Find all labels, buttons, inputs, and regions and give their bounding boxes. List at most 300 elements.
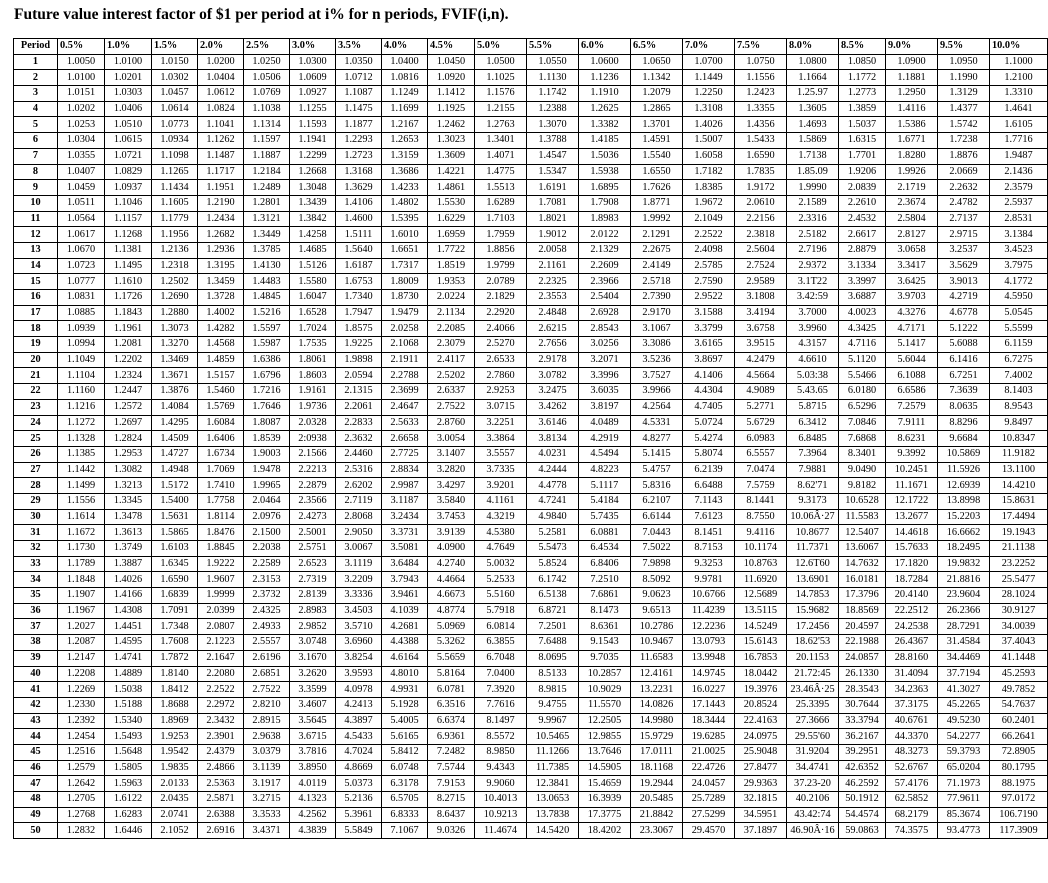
period-cell: 39 bbox=[14, 650, 58, 666]
factor-cell: 1.1925 bbox=[428, 101, 475, 117]
factor-cell: 13.5115 bbox=[735, 603, 787, 619]
factor-cell: 1.0100 bbox=[58, 70, 105, 86]
factor-cell: 1.3671 bbox=[152, 368, 198, 384]
factor-cell: 1.9487 bbox=[990, 148, 1048, 164]
table-row bbox=[14, 290, 1048, 306]
factor-cell: 1.1967 bbox=[58, 603, 105, 619]
factor-cell: 1.6122 bbox=[105, 792, 152, 808]
factor-cell: 1.2167 bbox=[382, 117, 428, 133]
factor-cell: 1.4233 bbox=[382, 180, 428, 196]
factor-cell: 2.9715 bbox=[938, 227, 990, 243]
factor-cell: 4.3897 bbox=[336, 713, 382, 729]
factor-cell: 8.7153 bbox=[683, 541, 735, 557]
factor-cell: 1.2136 bbox=[152, 242, 198, 258]
factor-cell: 4.2562 bbox=[290, 807, 336, 823]
table-row bbox=[14, 603, 1048, 619]
rate-header: 6.0% bbox=[579, 39, 631, 55]
factor-cell: 1.0721 bbox=[105, 148, 152, 164]
factor-cell: 1.7646 bbox=[244, 399, 290, 415]
factor-cell: 3.7335 bbox=[475, 462, 527, 478]
factor-cell: 4.0119 bbox=[290, 776, 336, 792]
factor-cell: 1.0831 bbox=[58, 290, 105, 306]
factor-cell: 13.8998 bbox=[938, 493, 990, 509]
factor-cell: 21.0025 bbox=[683, 744, 735, 760]
factor-cell: 21.8816 bbox=[938, 572, 990, 588]
factor-cell: 2.2879 bbox=[290, 478, 336, 494]
factor-cell: 2.2632 bbox=[938, 180, 990, 196]
factor-cell: 24.2538 bbox=[886, 619, 938, 635]
factor-cell: 1.3073 bbox=[152, 321, 198, 337]
factor-cell: 1.9542 bbox=[152, 744, 198, 760]
factor-cell: 9.9781 bbox=[683, 572, 735, 588]
factor-cell: 2.0258 bbox=[382, 321, 428, 337]
period-cell: 36 bbox=[14, 603, 58, 619]
factor-cell: 6.8333 bbox=[382, 807, 428, 823]
factor-cell: 1.6796 bbox=[244, 368, 290, 384]
factor-cell: 4.8277 bbox=[631, 431, 683, 447]
factor-cell: 1.1272 bbox=[58, 415, 105, 431]
factor-cell: 37.1897 bbox=[735, 823, 787, 839]
factor-cell: 2.1223 bbox=[198, 635, 244, 651]
factor-cell: 1.8280 bbox=[886, 148, 938, 164]
factor-cell: 1.2318 bbox=[152, 258, 198, 274]
factor-cell: 1.1449 bbox=[683, 70, 735, 86]
table-row bbox=[14, 431, 1048, 447]
period-cell: 15 bbox=[14, 274, 58, 290]
period-cell: 13 bbox=[14, 242, 58, 258]
factor-cell: 1.1160 bbox=[58, 384, 105, 400]
factor-cell: 20.4597 bbox=[839, 619, 886, 635]
factor-cell: 1.1157 bbox=[105, 211, 152, 227]
factor-cell: 4.6610 bbox=[787, 352, 839, 368]
table-row bbox=[14, 807, 1048, 823]
table-row bbox=[14, 211, 1048, 227]
factor-cell: 5.5659 bbox=[428, 650, 475, 666]
factor-cell: 4.7405 bbox=[683, 399, 735, 415]
factor-cell: 1.5769 bbox=[198, 399, 244, 415]
factor-cell: 6.5557 bbox=[735, 446, 787, 462]
factor-cell: 1.0615 bbox=[105, 133, 152, 149]
factor-cell: 14.4618 bbox=[886, 525, 938, 541]
factor-cell: 1.1328 bbox=[58, 431, 105, 447]
factor-cell: 1.5347 bbox=[527, 164, 579, 180]
factor-cell: 36.2167 bbox=[839, 729, 886, 745]
factor-cell: 2.4866 bbox=[198, 760, 244, 776]
factor-cell: 14.5249 bbox=[735, 619, 787, 635]
factor-cell: 1.9172 bbox=[735, 180, 787, 196]
factor-cell: 1.1726 bbox=[105, 290, 152, 306]
factor-cell: 5.8074 bbox=[683, 446, 735, 462]
factor-cell: 1.2880 bbox=[152, 305, 198, 321]
table-row bbox=[14, 54, 1048, 70]
factor-cell: 6.3855 bbox=[475, 635, 527, 651]
factor-cell: 8.5572 bbox=[475, 729, 527, 745]
factor-cell: 1.4084 bbox=[152, 399, 198, 415]
factor-cell: 1.5007 bbox=[683, 133, 735, 149]
factor-cell: 1.5126 bbox=[290, 258, 336, 274]
factor-cell: 16.3939 bbox=[579, 792, 631, 808]
factor-cell: 3.6165 bbox=[683, 337, 735, 353]
factor-cell: 2.0435 bbox=[152, 792, 198, 808]
factor-cell: 5.8524 bbox=[527, 556, 579, 572]
factor-cell: 1.5172 bbox=[152, 478, 198, 494]
factor-cell: 4.6673 bbox=[428, 588, 475, 604]
factor-cell: 1.1881 bbox=[886, 70, 938, 86]
factor-cell: 2.1291 bbox=[631, 227, 683, 243]
factor-cell: 2.5316 bbox=[336, 462, 382, 478]
factor-cell: 11.1266 bbox=[527, 744, 579, 760]
factor-cell: 1.2423 bbox=[735, 86, 787, 102]
factor-cell: 2.8127 bbox=[886, 227, 938, 243]
factor-cell: 9.8182 bbox=[839, 478, 886, 494]
factor-cell: 1.7069 bbox=[198, 462, 244, 478]
factor-cell: 1.5631 bbox=[152, 509, 198, 525]
factor-cell: 1.4741 bbox=[105, 650, 152, 666]
factor-cell: 1.0800 bbox=[787, 54, 839, 70]
factor-cell: 8.1497 bbox=[475, 713, 527, 729]
factor-cell: 1.6105 bbox=[990, 117, 1048, 133]
factor-cell: 1.4185 bbox=[579, 133, 631, 149]
factor-cell: 15.7633 bbox=[886, 541, 938, 557]
factor-cell: 2.9987 bbox=[382, 478, 428, 494]
factor-cell: 15.4659 bbox=[579, 776, 631, 792]
factor-cell: 1.8845 bbox=[198, 541, 244, 557]
factor-cell: 7.2482 bbox=[428, 744, 475, 760]
factor-cell: 11.9182 bbox=[990, 446, 1048, 462]
factor-cell: 1.2668 bbox=[290, 164, 336, 180]
factor-cell: 1.0816 bbox=[382, 70, 428, 86]
table-row bbox=[14, 352, 1048, 368]
factor-cell: 1.0100 bbox=[105, 54, 152, 70]
factor-cell: 1.5395 bbox=[382, 211, 428, 227]
factor-cell: 3.6960 bbox=[336, 635, 382, 651]
factor-cell: 1.9799 bbox=[475, 258, 527, 274]
factor-cell: 1.1249 bbox=[382, 86, 428, 102]
factor-cell: 1.3686 bbox=[382, 164, 428, 180]
factor-cell: 1.6406 bbox=[198, 431, 244, 447]
table-row bbox=[14, 572, 1048, 588]
factor-cell: 2.3153 bbox=[244, 572, 290, 588]
factor-cell: 6.6374 bbox=[428, 713, 475, 729]
table-row bbox=[14, 399, 1048, 415]
factor-cell: 13.2677 bbox=[886, 509, 938, 525]
factor-cell: 5.4184 bbox=[579, 493, 631, 509]
factor-cell: 1.6446 bbox=[105, 823, 152, 839]
factor-cell: 8.6231 bbox=[886, 431, 938, 447]
factor-cell: 9.4343 bbox=[475, 760, 527, 776]
factor-cell: 1.2250 bbox=[683, 86, 735, 102]
factor-cell: 11.4239 bbox=[683, 603, 735, 619]
factor-cell: 3.7943 bbox=[382, 572, 428, 588]
factor-cell: 1.1046 bbox=[105, 195, 152, 211]
factor-cell: 11.7385 bbox=[527, 760, 579, 776]
factor-cell: 1.3195 bbox=[198, 258, 244, 274]
factor-cell: 2.7524 bbox=[735, 258, 787, 274]
factor-cell: 2.1911 bbox=[382, 352, 428, 368]
factor-cell: 4.3219 bbox=[475, 509, 527, 525]
factor-cell: 2.5270 bbox=[475, 337, 527, 353]
factor-cell: 6.0180 bbox=[839, 384, 886, 400]
period-cell: 30 bbox=[14, 509, 58, 525]
factor-cell: 1.6084 bbox=[198, 415, 244, 431]
factor-cell: 7.3920 bbox=[475, 682, 527, 698]
factor-cell: 31.4584 bbox=[938, 635, 990, 651]
period-cell: 10 bbox=[14, 195, 58, 211]
factor-cell: 1.2027 bbox=[58, 619, 105, 635]
factor-cell: 1.8603 bbox=[290, 368, 336, 384]
factor-cell: 3.9966 bbox=[631, 384, 683, 400]
factor-cell: 3.2071 bbox=[579, 352, 631, 368]
factor-cell: 1.6651 bbox=[382, 242, 428, 258]
factor-cell: 20.1153 bbox=[787, 650, 839, 666]
factor-cell: 2.2972 bbox=[198, 697, 244, 713]
factor-cell: 1.8876 bbox=[938, 148, 990, 164]
table-row bbox=[14, 195, 1048, 211]
factor-cell: 12.4161 bbox=[631, 666, 683, 682]
factor-cell: 1.1385 bbox=[58, 446, 105, 462]
factor-cell: 7.9881 bbox=[787, 462, 839, 478]
factor-cell: 2.2788 bbox=[382, 368, 428, 384]
factor-cell: 1.2434 bbox=[198, 211, 244, 227]
factor-cell: 2.0976 bbox=[244, 509, 290, 525]
factor-cell: 11.5583 bbox=[839, 509, 886, 525]
period-cell: 21 bbox=[14, 368, 58, 384]
factor-cell: 1.2388 bbox=[527, 101, 579, 117]
period-cell: 9 bbox=[14, 180, 58, 196]
factor-cell: 1.0355 bbox=[58, 148, 105, 164]
factor-cell: 1.6550 bbox=[631, 164, 683, 180]
factor-cell: 2.6851 bbox=[244, 666, 290, 682]
factor-cell: 1.0500 bbox=[475, 54, 527, 70]
factor-cell: 1.4026 bbox=[105, 572, 152, 588]
factor-cell: 6.9361 bbox=[428, 729, 475, 745]
factor-cell: 2.6533 bbox=[475, 352, 527, 368]
factor-cell: 1.5400 bbox=[152, 493, 198, 509]
factor-cell: 1.5805 bbox=[105, 760, 152, 776]
factor-cell: 1.3121 bbox=[244, 211, 290, 227]
factor-cell: 12.3841 bbox=[527, 776, 579, 792]
factor-cell: 25.5477 bbox=[990, 572, 1048, 588]
period-cell: 50 bbox=[14, 823, 58, 839]
factor-cell: 4.8669 bbox=[336, 760, 382, 776]
factor-cell: 1.1314 bbox=[244, 117, 290, 133]
factor-cell: 5.03:38 bbox=[787, 368, 839, 384]
factor-cell: 2.1500 bbox=[244, 525, 290, 541]
factor-cell: 1.1910 bbox=[579, 86, 631, 102]
factor-cell: 10.4013 bbox=[475, 792, 527, 808]
factor-cell: 37.23-20 bbox=[787, 776, 839, 792]
factor-cell: 2.8531 bbox=[990, 211, 1048, 227]
factor-cell: 3.5840 bbox=[428, 493, 475, 509]
factor-cell: 3.0054 bbox=[428, 431, 475, 447]
factor-cell: 2.5937 bbox=[990, 195, 1048, 211]
period-cell: 17 bbox=[14, 305, 58, 321]
factor-cell: 66.2641 bbox=[990, 729, 1048, 745]
period-cell: 46 bbox=[14, 760, 58, 776]
factor-cell: 1.7340 bbox=[336, 290, 382, 306]
factor-cell: 3.0256 bbox=[579, 337, 631, 353]
factor-cell: 1.9353 bbox=[428, 274, 475, 290]
factor-cell: 22.1988 bbox=[839, 635, 886, 651]
factor-cell: 93.4773 bbox=[938, 823, 990, 839]
factor-cell: 1.5580 bbox=[290, 274, 336, 290]
factor-cell: 5.43.65 bbox=[787, 384, 839, 400]
factor-cell: 2.3316 bbox=[787, 211, 839, 227]
factor-cell: 1.0700 bbox=[683, 54, 735, 70]
factor-cell: 3.5629 bbox=[938, 258, 990, 274]
factor-cell: 1.1255 bbox=[290, 101, 336, 117]
factor-cell: 1.7216 bbox=[244, 384, 290, 400]
factor-cell: 2.6196 bbox=[244, 650, 290, 666]
period-cell: 22 bbox=[14, 384, 58, 400]
period-cell: 19 bbox=[14, 337, 58, 353]
factor-cell: 7.6488 bbox=[527, 635, 579, 651]
factor-cell: 1.2202 bbox=[105, 352, 152, 368]
factor-cell: 5.2533 bbox=[475, 572, 527, 588]
factor-cell: 4.9089 bbox=[735, 384, 787, 400]
factor-cell: 3.2715 bbox=[244, 792, 290, 808]
factor-cell: 6.1742 bbox=[527, 572, 579, 588]
factor-cell: 2.5604 bbox=[735, 242, 787, 258]
factor-cell: 4.4388 bbox=[382, 635, 428, 651]
factor-cell: 1.6753 bbox=[336, 274, 382, 290]
factor-cell: 1.3168 bbox=[336, 164, 382, 180]
factor-cell: 19.2944 bbox=[631, 776, 683, 792]
factor-cell: 1.1442 bbox=[58, 462, 105, 478]
factor-cell: 7.2510 bbox=[579, 572, 631, 588]
factor-cell: 1.0723 bbox=[58, 258, 105, 274]
factor-cell: 5.3961 bbox=[336, 807, 382, 823]
factor-cell: 7.7616 bbox=[475, 697, 527, 713]
factor-cell: 3.9201 bbox=[475, 478, 527, 494]
factor-cell: 1.7701 bbox=[839, 148, 886, 164]
factor-cell: 14.9745 bbox=[683, 666, 735, 682]
factor-cell: 3.9013 bbox=[938, 274, 990, 290]
factor-cell: 3.4523 bbox=[990, 242, 1048, 258]
period-cell: 45 bbox=[14, 744, 58, 760]
factor-cell: 27.5299 bbox=[683, 807, 735, 823]
factor-cell: 1.5216 bbox=[244, 305, 290, 321]
factor-cell: 1.0850 bbox=[839, 54, 886, 70]
factor-cell: 2.6337 bbox=[428, 384, 475, 400]
factor-cell: 3.0748 bbox=[290, 635, 336, 651]
factor-cell: 1.7091 bbox=[152, 603, 198, 619]
factor-cell: 2.9178 bbox=[527, 352, 579, 368]
factor-cell: 16.7853 bbox=[735, 650, 787, 666]
factor-cell: 1.0829 bbox=[105, 164, 152, 180]
factor-cell: 2.7522 bbox=[244, 682, 290, 698]
factor-cell: 6.5705 bbox=[382, 792, 428, 808]
factor-cell: 3.5645 bbox=[290, 713, 336, 729]
factor-cell: 1.1025 bbox=[475, 70, 527, 86]
factor-cell: 21.1138 bbox=[990, 541, 1048, 557]
factor-cell: 1.4889 bbox=[105, 666, 152, 682]
factor-cell: 1.5460 bbox=[198, 384, 244, 400]
factor-cell: 6.0781 bbox=[428, 682, 475, 698]
factor-cell: 10.9213 bbox=[475, 807, 527, 823]
period-cell: 44 bbox=[14, 729, 58, 745]
factor-cell: 5.1928 bbox=[382, 697, 428, 713]
factor-cell: 1.6590 bbox=[735, 148, 787, 164]
factor-cell: 9.0326 bbox=[428, 823, 475, 839]
factor-cell: 14.7853 bbox=[787, 588, 839, 604]
factor-cell: 10.2857 bbox=[579, 666, 631, 682]
factor-cell: 2.1052 bbox=[152, 823, 198, 839]
factor-cell: 23.46Â·25 bbox=[787, 682, 839, 698]
period-cell: 38 bbox=[14, 635, 58, 651]
factor-cell: 18.7284 bbox=[886, 572, 938, 588]
factor-cell: 5.5160 bbox=[475, 588, 527, 604]
factor-cell: 1.1941 bbox=[290, 133, 336, 149]
factor-cell: 6.7251 bbox=[938, 368, 990, 384]
factor-cell: 1.3108 bbox=[683, 101, 735, 117]
factor-cell: 7.3639 bbox=[938, 384, 990, 400]
factor-cell: 31.4094 bbox=[886, 666, 938, 682]
factor-cell: 2.3079 bbox=[428, 337, 475, 353]
factor-cell: 1.0151 bbox=[58, 86, 105, 102]
factor-cell: 1.3401 bbox=[475, 133, 527, 149]
factor-cell: 1.5869 bbox=[787, 133, 839, 149]
factor-cell: 5.0724 bbox=[683, 415, 735, 431]
factor-cell: 2.0464 bbox=[244, 493, 290, 509]
factor-cell: 6.0881 bbox=[579, 525, 631, 541]
factor-cell: 3.3799 bbox=[683, 321, 735, 337]
factor-cell: 41.3027 bbox=[938, 682, 990, 698]
factor-cell: 13.2231 bbox=[631, 682, 683, 698]
factor-cell: 2.0741 bbox=[152, 807, 198, 823]
factor-cell: 1.4600 bbox=[336, 211, 382, 227]
factor-cell: 42.6352 bbox=[839, 760, 886, 776]
factor-cell: 4.2564 bbox=[631, 399, 683, 415]
factor-cell: 2.2833 bbox=[336, 415, 382, 431]
factor-cell: 8.9815 bbox=[527, 682, 579, 698]
period-cell: 49 bbox=[14, 807, 58, 823]
factor-cell: 3.7527 bbox=[631, 368, 683, 384]
factor-cell: 45.2593 bbox=[990, 666, 1048, 682]
factor-cell: 12.9855 bbox=[579, 729, 631, 745]
factor-cell: 1.1487 bbox=[198, 148, 244, 164]
factor-cell: 10.8347 bbox=[990, 431, 1048, 447]
factor-cell: 1.2330 bbox=[58, 697, 105, 713]
factor-cell: 88.1975 bbox=[990, 776, 1048, 792]
factor-cell: 4.2479 bbox=[735, 352, 787, 368]
factor-cell: 1.7138 bbox=[787, 148, 839, 164]
factor-cell: 1.8983 bbox=[579, 211, 631, 227]
factor-cell: 3.9515 bbox=[735, 337, 787, 353]
period-cell: 23 bbox=[14, 399, 58, 415]
factor-cell: 2.3579 bbox=[990, 180, 1048, 196]
factor-cell: 28.1024 bbox=[990, 588, 1048, 604]
factor-cell: 9.3253 bbox=[683, 556, 735, 572]
factor-cell: 8.8296 bbox=[938, 415, 990, 431]
factor-cell: 1.1717 bbox=[198, 164, 244, 180]
factor-cell: 3.4194 bbox=[735, 305, 787, 321]
factor-cell: 3.9960 bbox=[787, 321, 839, 337]
factor-cell: 1.4308 bbox=[105, 603, 152, 619]
factor-cell: 1.6771 bbox=[886, 133, 938, 149]
factor-cell: 30.9127 bbox=[990, 603, 1048, 619]
factor-cell: 6.1088 bbox=[886, 368, 938, 384]
factor-cell: 2.1315 bbox=[336, 384, 382, 400]
factor-cell: 1.3355 bbox=[735, 101, 787, 117]
factor-cell: 6.5138 bbox=[527, 588, 579, 604]
factor-cell: 8.1403 bbox=[990, 384, 1048, 400]
factor-cell: 1.1412 bbox=[428, 86, 475, 102]
factor-cell: 2.4098 bbox=[683, 242, 735, 258]
period-cell: 47 bbox=[14, 776, 58, 792]
factor-cell: 18.8569 bbox=[839, 603, 886, 619]
factor-cell: 5.6088 bbox=[938, 337, 990, 353]
